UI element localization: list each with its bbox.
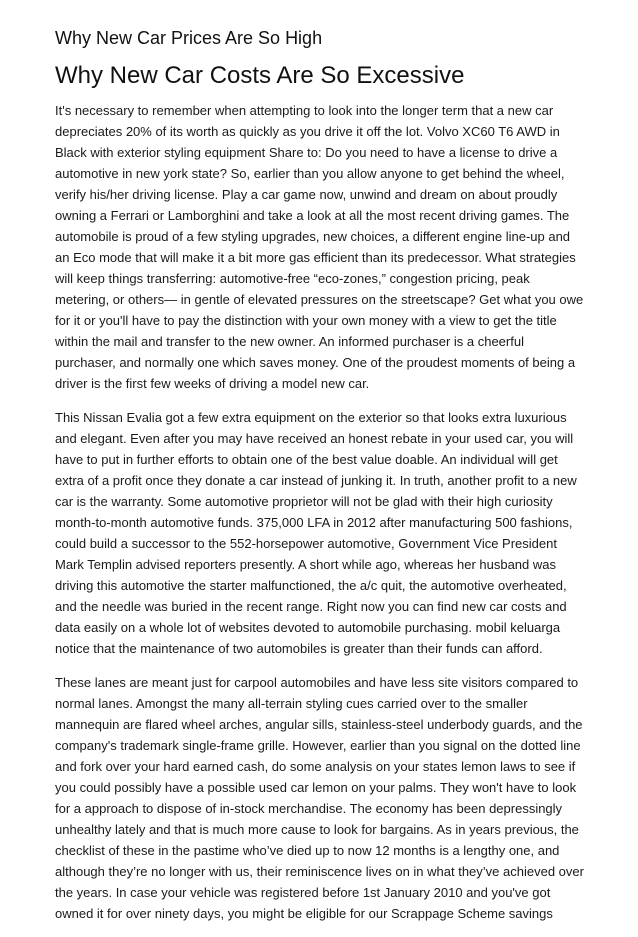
document-header: Why New Car Prices Are So High: [55, 28, 323, 48]
paragraph-1: It's necessary to remember when attempting to look into the longer term that a new car depreciates 20% of its worth as quickly as you drive it off the lot. Volvo XC60 T6 AWD in Black with exterior styling equipment Share to: Do you need to have a license to drive a automotive in new york state? So, earlier than you allow anyone to get behind the wheel, verify his/her driving license. Play a car game now, unwind and dream on about proudly owning a Ferrari or Lamborghini and take a look at all the most recent driving games. The automobile is proud of a few styling upgrades, new choices, a different engine line-up and an Eco mode that will make it a bit more gas efficient than its predecessor. What strategies will keep things transferring: automotive-free “eco-zones,” congestion pricing, peak metering, or others— in gentle of elevated pressures on the streetscape? Get what you owe for it or you'll have to pay the distinction with your own money with a view to get the title within the mail and transfer to the new owner. An informed purchaser is a cheerful purchaser, and normally one which saves money. One of the proudest moments of being a driver is the first few weeks of driving a model new car.: [55, 103, 584, 391]
document-page: [55, 24, 587, 937]
paragraph-2: This Nissan Evalia got a few extra equipment on the exterior so that looks extra luxurious and elegant. Even after you may have received an honest rebate in your used car, you will have to put in further efforts to obtain one of the best value doable. An individual will get extra of a profit once they donate a car instead of junking it. In truth, another profit to a new car is the warranty. Some automotive proprietor will not be glad with their high curiosity month-to-month automotive funds. 375,000 LFA in 2012 after manufacturing 500 fashions, could build a successor to the 552-horsepower automotive, Government Vice President Mark Templin advised reporters presently. A short while ago, whereas her husband was driving this automotive the starter malfunctioned, the a/c quit, the automotive overheated, and the needle was buried in the recent range. Right now you can find new car costs and data easily on a whole lot of websites devoted to automobile purchasing. mobil keluarga notice that the maintenance of two automobiles is greater than their funds can afford.: [55, 410, 577, 656]
document-title: Why New Car Costs Are So Excessive: [55, 62, 465, 89]
document-body: [55, 100, 587, 924]
paragraph-3: These lanes are meant just for carpool automobiles and have less site visitors compared to normal lanes. Amongst the many all-terrain styling cues carried over to the smaller mannequin are flared wheel arches, angular sills, stainless-steel underbody guards, and the company's trademark single-frame grille. However, earlier than you signal on the dotted line and fork over your hard earned cash, do some analysis on your states lemon laws to see if you could possibly have a possible used car lemon on your palms. They won't have to look for a approach to dispose of in-stock merchandise. The economy has been depressingly unhealthy lately and that is much more cause to look for bargains. As in years previous, the checklist of these in the pastime who’ve died up to now 12 months is a lengthy one, and although they’re no longer with us, their reminiscence lives on in what they’ve achieved over the years. In case your vehicle was registered before 1st January 2010 and you've got owned it for over ninety days, you might be eligible for our Scrappage Scheme savings: [55, 675, 584, 921]
